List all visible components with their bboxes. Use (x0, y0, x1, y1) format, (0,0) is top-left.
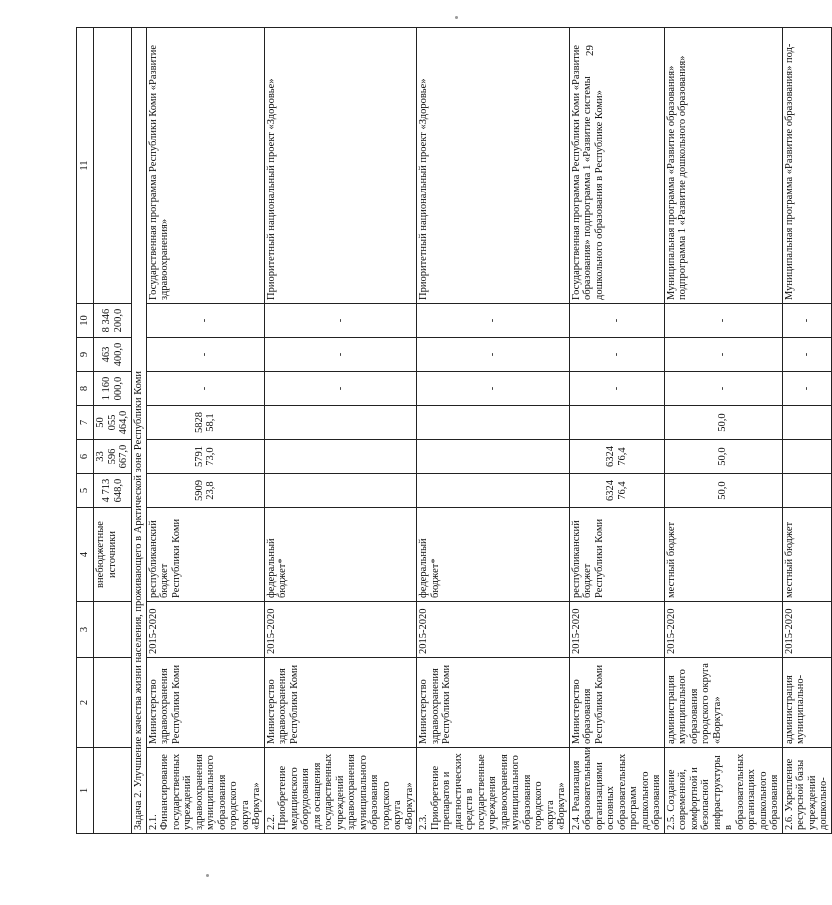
program-cell: Приоритетный национальный проект «Здоровье» (264, 28, 417, 304)
executor-cell: администрация муниципального образования городского округа «Воркута» (664, 658, 782, 748)
header-cell: 11 (77, 28, 94, 304)
program-cell: Муниципальная программа «Развитие образования» под- (782, 28, 831, 304)
source-cell: местный бюджет (664, 508, 782, 602)
header-cell: 8 (77, 372, 94, 406)
value-cell: - (417, 338, 570, 372)
value-cell: - (146, 338, 264, 372)
measure-cell: 2.4. Реализация образовательными организациями основных образовательных программ дошкольного образования (569, 748, 664, 834)
value-cell: 50,0 (664, 406, 782, 440)
header-cell: 3 (77, 602, 94, 658)
value-cell (417, 474, 570, 508)
measure-cell: 2.6. Укрепление ресурсной базы учреждений дошкольно- (782, 748, 831, 834)
value-cell (417, 440, 570, 474)
value-cell: - (417, 372, 570, 406)
executor-cell: Министерство здравоохранения Республики Коми (264, 658, 417, 748)
value-cell: - (146, 372, 264, 406)
value-cell: 50,0 (664, 474, 782, 508)
table-cell (94, 28, 132, 304)
value-cell: - (782, 304, 831, 338)
value-cell: - (264, 372, 417, 406)
measure-cell: 2.1. Финансирование государственных учреждений здравоохранения муниципального образования городского округа «Воркута» (146, 748, 264, 834)
value-cell (782, 474, 831, 508)
value-cell (264, 474, 417, 508)
header-cell: 1 (77, 748, 94, 834)
source-cell: федеральный бюджет* (264, 508, 417, 602)
period-cell: 2015-2020 (417, 602, 570, 658)
value-cell: - (782, 338, 831, 372)
measure-cell: 2.2. Приобретение медицинского оборудования для оснащения государственных учреждений здравоохранения муниципального образования городского округа «Воркута» (264, 748, 417, 834)
section-row (132, 28, 147, 834)
table-cell (94, 748, 132, 834)
value-cell: - (569, 338, 664, 372)
value-cell: - (664, 338, 782, 372)
program-cell: Муниципальная программа «Развитие образования» подпрограмма 1 «Развитие дошкольного образования» (664, 28, 782, 304)
header-cell: 5 (77, 474, 94, 508)
table-row (146, 28, 264, 834)
header-cell: 9 (77, 338, 94, 372)
program-cell: Государственная программа Республики Коми «Развитие образования» подпрограмма 1 «Развитие системы дошкольного образования в Республике Коми» (569, 28, 664, 304)
value-cell (782, 440, 831, 474)
value-cell: - (417, 304, 570, 338)
executor-cell: администрация муниципально- (782, 658, 831, 748)
value-cell (264, 406, 417, 440)
value-cell: 1 160 000,0 (94, 372, 132, 406)
executor-cell: Министерство образования Республики Коми (569, 658, 664, 748)
header-row (77, 28, 94, 834)
source-cell: республиканский бюджет Республики Коми (569, 508, 664, 602)
table-cell (94, 658, 132, 748)
table-cell (94, 602, 132, 658)
value-cell (264, 440, 417, 474)
table-row (264, 28, 417, 834)
executor-cell: Министерство здравоохранения Республики Коми (417, 658, 570, 748)
table-row (569, 28, 664, 834)
table-row (417, 28, 570, 834)
value-cell: 6324 76,4 (569, 440, 664, 474)
total-row (94, 28, 132, 834)
program-table (76, 27, 832, 834)
value-cell: - (264, 304, 417, 338)
source-cell: местный бюджет (782, 508, 831, 602)
value-cell: - (782, 372, 831, 406)
header-cell: 7 (77, 406, 94, 440)
program-cell: Государственная программа Республики Коми «Развитие здравоохранения» (146, 28, 264, 304)
scan-speck (455, 16, 458, 19)
value-cell: 8 346 200,0 (94, 304, 132, 338)
table-row (664, 28, 782, 834)
source-cell: республиканский бюджет Республики Коми (146, 508, 264, 602)
value-cell: 5909 23,8 (146, 474, 264, 508)
source-cell: внебюджетные источники (94, 508, 132, 602)
value-cell (569, 406, 664, 440)
header-cell: 4 (77, 508, 94, 602)
value-cell: 33 596 667,0 (94, 440, 132, 474)
period-cell: 2015-2020 (569, 602, 664, 658)
header-cell: 10 (77, 304, 94, 338)
value-cell: - (664, 304, 782, 338)
value-cell: 50,0 (664, 440, 782, 474)
measure-cell: 2.3. Приобретение препаратов и диагностических средств в государственные учреждения здравоохранения муниципального образования городского округа «Воркута» (417, 748, 570, 834)
scan-speck (206, 874, 209, 877)
value-cell: 5791 73,0 (146, 440, 264, 474)
value-cell: - (569, 372, 664, 406)
period-cell: 2015-2020 (264, 602, 417, 658)
period-cell: 2015-2020 (146, 602, 264, 658)
source-cell: федеральный бюджет* (417, 508, 570, 602)
header-cell: 6 (77, 440, 94, 474)
measure-cell: 2.5. Создание современной, комфортной и безопасной инфраструктуры в образовательных организациях дошкольного образования (664, 748, 782, 834)
section-title: Задача 2. Улучшение качества жизни населения, проживающего в Арктической зоне Республики Коми (132, 28, 147, 834)
value-cell: 50 055 464,0 (94, 406, 132, 440)
table-row (782, 28, 831, 834)
header-cell: 2 (77, 658, 94, 748)
value-cell: 463 400,0 (94, 338, 132, 372)
value-cell: 5828 58,1 (146, 406, 264, 440)
value-cell (417, 406, 570, 440)
value-cell: - (664, 372, 782, 406)
value-cell: - (146, 304, 264, 338)
program-cell: Приоритетный национальный проект «Здоровье» (417, 28, 570, 304)
page-number: 29 (584, 45, 596, 56)
value-cell: - (264, 338, 417, 372)
value-cell: 4 713 648,0 (94, 474, 132, 508)
value-cell: - (569, 304, 664, 338)
value-cell (782, 406, 831, 440)
period-cell: 2015-2020 (664, 602, 782, 658)
executor-cell: Министерство здравоохранения Республики Коми (146, 658, 264, 748)
value-cell: 6324 76,4 (569, 474, 664, 508)
period-cell: 2015-2020 (782, 602, 831, 658)
